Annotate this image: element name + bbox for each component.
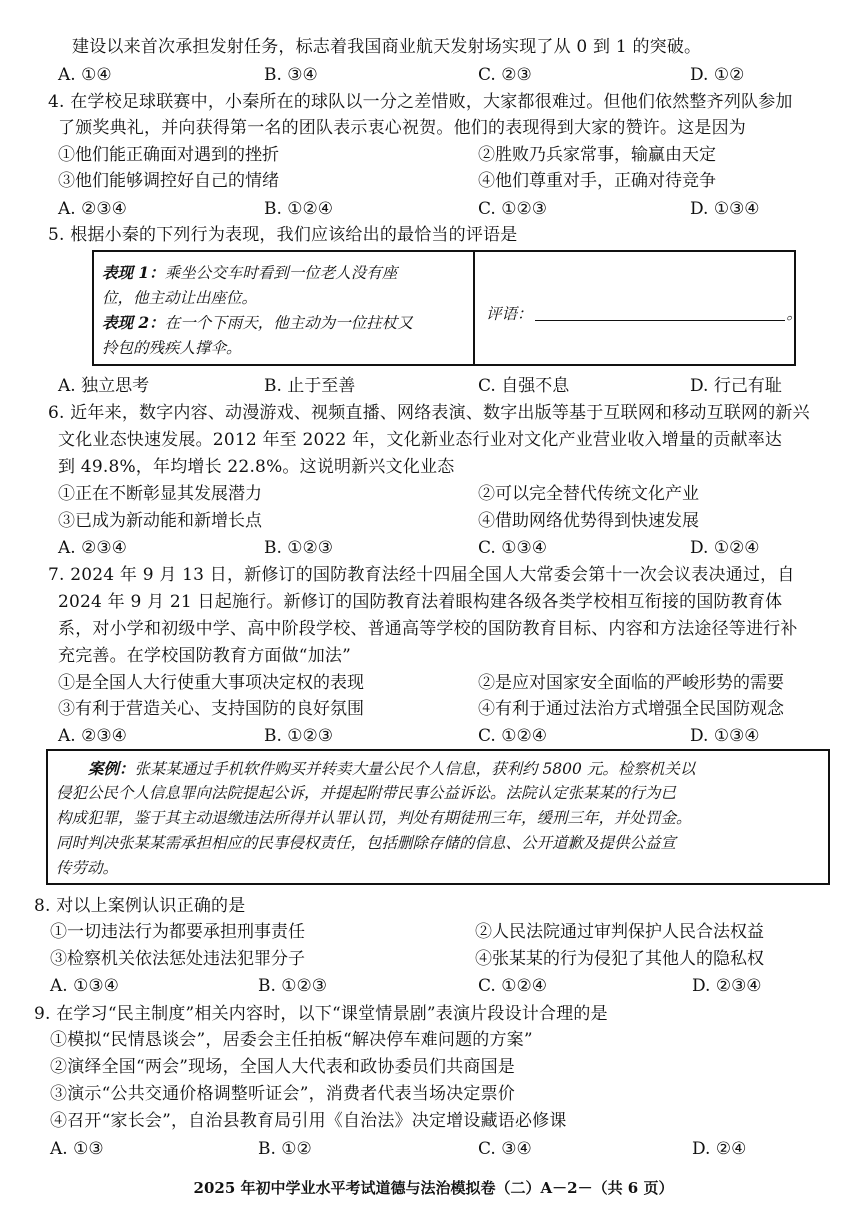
q9-option-b: B. ①② — [258, 1139, 312, 1159]
q8-option-c: C. ①②④ — [478, 976, 547, 996]
q7-option-a: A. ②③④ — [58, 726, 127, 746]
q4-item-1: ①他们能正确面对遇到的挫折 — [58, 145, 279, 165]
q8-items-row-2 — [50, 946, 830, 972]
q4-option-c: C. ①②③ — [478, 199, 547, 219]
q6-items-row-2 — [58, 508, 838, 534]
q7-item-3: ③有利于营造关心、支持国防的良好氛围 — [58, 699, 364, 719]
q7-item-4: ④有利于通过法治方式增强全民国防观念 — [478, 699, 784, 719]
q7-option-d: D. ①③④ — [690, 726, 760, 746]
q8-item-4: ④张某某的行为侵犯了其他人的隐私权 — [475, 949, 764, 969]
q7-options — [58, 723, 818, 749]
q5-option-d: D. 行己有耻 — [690, 376, 782, 396]
q4-items-row-1 — [58, 142, 838, 168]
case-text-1: 张某某通过手机软件购买并转卖大量公民个人信息，获利约 5800 元。检察机关以 — [134, 760, 696, 778]
q8-options — [50, 973, 810, 999]
q5-label-2: 表现 2： — [102, 313, 165, 332]
q5-behavior-2a: 在一个下雨天，他主动为一位拄杖又 — [164, 314, 413, 332]
case-line-4: 同时判决张某某需承担相应的民事侵权责任，包括删除存储的信息、公开道歉及提供公益宣 — [56, 834, 677, 852]
q6-options — [58, 535, 818, 561]
q9-item-1: ①模拟“民情恳谈会”，居委会主任拍板“解决停车难问题的方案” — [50, 1030, 533, 1050]
q8-option-d: D. ②③④ — [692, 976, 762, 996]
q8-item-1: ①一切违法行为都要承担刑事责任 — [50, 922, 305, 942]
q4-option-d: D. ①③④ — [690, 199, 760, 219]
q3-option-d: D. ①② — [690, 65, 745, 85]
q3-option-a: A. ①④ — [58, 65, 112, 85]
q3-option-c: C. ②③ — [478, 65, 532, 85]
q9-options — [50, 1136, 810, 1162]
q4-options — [58, 196, 818, 222]
q8-option-a: A. ①③④ — [50, 976, 119, 996]
q8-stem: 8. 对以上案例认识正确的是 — [34, 896, 246, 916]
q6-item-2: ②可以完全替代传统文化产业 — [478, 484, 699, 504]
q4-option-b: B. ①②④ — [264, 199, 334, 219]
q4-item-2: ②胜败乃兵家常事，输赢由天定 — [478, 145, 716, 165]
q9-option-c: C. ③④ — [478, 1139, 532, 1159]
q8-items-row-1 — [50, 919, 830, 945]
q9-item-4: ④召开“家长会”，自治县教育局引用《自治法》决定增设藏语必修课 — [50, 1111, 567, 1131]
q3-option-b: B. ③④ — [264, 65, 318, 85]
q7-stem-line-2: 2024 年 9 月 21 日起施行。新修订的国防教育法着眼构建各级各类学校相互衔接的国防教育体 — [58, 592, 783, 612]
q6-stem-line-2: 文化业态快速发展。2012 年至 2022 年，文化新业态行业对文化产业营业收入增量的贡献率达 — [58, 430, 783, 450]
q7-items-row-1 — [58, 670, 838, 696]
q6-stem-line-3: 到 49.8%，年均增长 22.8%。这说明新兴文化业态 — [58, 457, 455, 477]
q7-item-2: ②是应对国家安全面临的严峻形势的需要 — [478, 673, 784, 693]
q6-option-c: C. ①③④ — [478, 538, 547, 558]
q5-box-line-3 — [102, 310, 413, 336]
q3-stem-tail: 建设以来首次承担发射任务，标志着我国商业航天发射场实现了从 0 到 1 的突破。 — [72, 37, 702, 57]
q3-options — [58, 62, 818, 88]
q5-comment-field — [486, 302, 802, 324]
q6-items-row-1 — [58, 481, 838, 507]
q6-item-3: ③已成为新动能和新增长点 — [58, 511, 262, 531]
q9-item-3: ③演示“公共交通价格调整听证会”，消费者代表当场决定票价 — [50, 1084, 515, 1104]
q5-behavior-box — [92, 250, 803, 366]
q6-stem-line-1: 6. 近年来，数字内容、动漫游戏、视频直播、网络表演、数字出版等基于互联网和移动互联网的新兴 — [48, 403, 810, 423]
q4-item-3: ③他们能够调控好自己的情绪 — [58, 171, 279, 191]
q5-comment-end: 。 — [786, 305, 803, 323]
case-label: 案例： — [88, 759, 135, 778]
q9-item-2: ②演绎全国“两会”现场，全国人大代表和政协委员们共商国是 — [50, 1057, 515, 1077]
q8-item-2: ②人民法院通过审判保护人民合法权益 — [475, 922, 764, 942]
case-line-5: 传劳动。 — [56, 859, 119, 877]
case-box — [46, 749, 830, 885]
case-line-3: 构成犯罪，鉴于其主动退缴违法所得并认罪认罚，判处有期徒刑三年，缓刑三年，并处罚金。 — [56, 809, 692, 827]
q5-comment-label: 评语： — [486, 305, 533, 323]
q7-item-1: ①是全国人大行使重大事项决定权的表现 — [58, 673, 364, 693]
q8-item-3: ③检察机关依法惩处违法犯罪分子 — [50, 949, 305, 969]
q4-item-4: ④他们尊重对手，正确对待竞争 — [478, 171, 716, 191]
q7-option-b: B. ①②③ — [264, 726, 334, 746]
q5-option-c: C. 自强不息 — [478, 376, 570, 396]
q7-option-c: C. ①②④ — [478, 726, 547, 746]
q4-items-row-2 — [58, 168, 838, 194]
q6-item-1: ①正在不断彰显其发展潜力 — [58, 484, 262, 504]
q4-stem-line-2: 了颁奖典礼，并向获得第一名的团队表示衷心祝贺。他们的表现得到大家的赞许。这是因为 — [58, 118, 746, 138]
q6-option-b: B. ①②③ — [264, 538, 334, 558]
page-footer: 2025 年初中学业水平考试道德与法治模拟卷（二）A－2－（共 6 页） — [193, 1179, 674, 1197]
q4-stem-line-1: 4. 在学校足球联赛中，小秦所在的球队以一分之差惜败，大家都很难过。但他们依然整齐列队参加 — [48, 92, 793, 112]
q5-option-a: A. 独立思考 — [58, 376, 150, 396]
q7-stem-line-1: 7. 2024 年 9 月 13 日，新修订的国防教育法经十四届全国人大常委会第十一次会议表决通过，自 — [48, 565, 795, 585]
q5-behavior-1b: 位，他主动让出座位。 — [102, 289, 258, 307]
q5-behavior-2b: 拎包的残疾人撑伞。 — [102, 339, 242, 357]
q4-option-a: A. ②③④ — [58, 199, 127, 219]
q5-comment-blank[interactable] — [535, 320, 785, 321]
q6-item-4: ④借助网络优势得到快速发展 — [478, 511, 699, 531]
q6-option-a: A. ②③④ — [58, 538, 127, 558]
q5-options — [58, 373, 818, 399]
q5-box-line-1 — [102, 260, 397, 286]
q7-stem-line-3: 系，对小学和初级中学、高中阶段学校、普通高等学校的国防教育目标、内容和方法途径等进行补 — [58, 619, 798, 639]
case-line-1 — [88, 756, 695, 782]
q5-stem: 5. 根据小秦的下列行为表现，我们应该给出的最恰当的评语是 — [48, 225, 518, 245]
q5-box-divider — [473, 252, 475, 364]
q9-option-d: D. ②④ — [692, 1139, 747, 1159]
case-line-2: 侵犯公民个人信息罪向法院提起公诉，并提起附带民事公益诉讼。法院认定张某某的行为已 — [56, 784, 677, 802]
q7-stem-line-4: 充完善。在学校国防教育方面做“加法” — [58, 646, 351, 666]
q8-option-b: B. ①②③ — [258, 976, 328, 996]
q5-label-1: 表现 1： — [102, 263, 165, 282]
q5-behavior-1a: 乘坐公交车时看到一位老人没有座 — [164, 264, 398, 282]
q9-stem: 9. 在学习“民主制度”相关内容时，以下“课堂情景剧”表演片段设计合理的是 — [34, 1004, 608, 1024]
q5-option-b: B. 止于至善 — [264, 376, 356, 396]
q9-option-a: A. ①③ — [50, 1139, 104, 1159]
q6-option-d: D. ①②④ — [690, 538, 760, 558]
q7-items-row-2 — [58, 696, 838, 722]
